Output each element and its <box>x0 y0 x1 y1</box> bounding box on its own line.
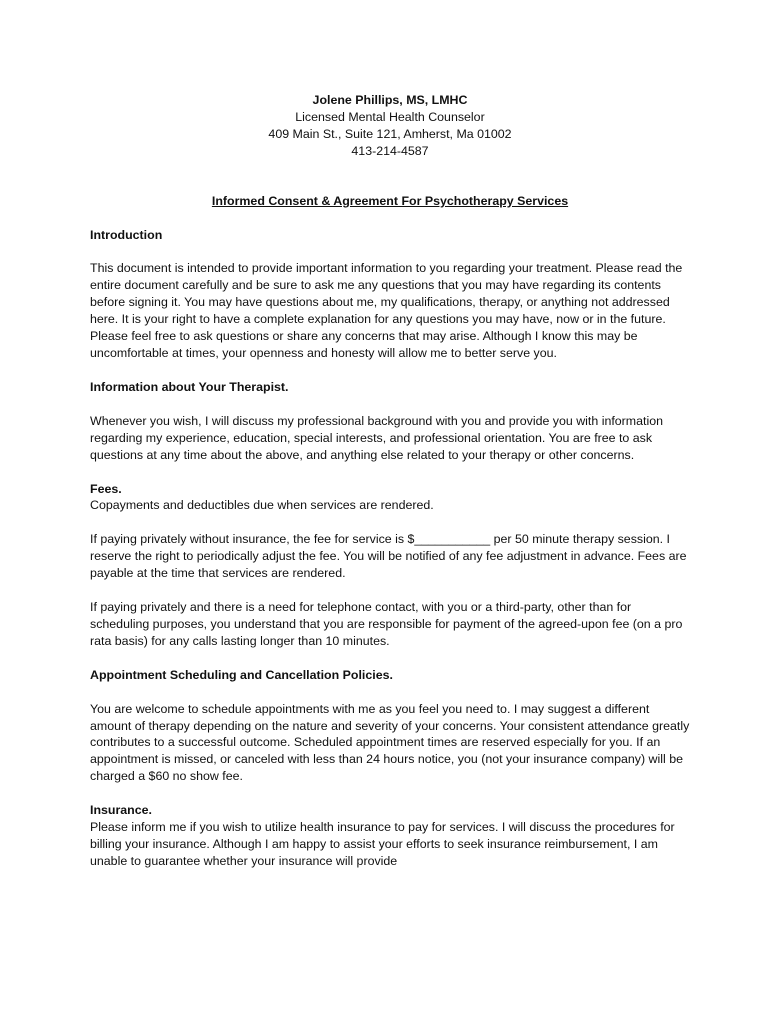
fees-telephone-paragraph: If paying privately and there is a need for telephone contact, with you or a third-party, other than for scheduling purposes, you understand that you are responsible for payment of the agreed-upon fee (on a pro rata basis) for any calls lasting longer than 10 minutes. <box>90 600 683 648</box>
fees-heading: Fees. <box>90 481 122 496</box>
letterhead <box>90 92 690 160</box>
therapist-body: Whenever you wish, I will discuss my professional background with you and provide you with information regarding my experience, education, special interests, and professional orientation. You are free to ask questions at any time about the above, and anything else related to your therapy or other concerns. <box>90 413 663 462</box>
insurance-heading: Insurance. <box>90 803 152 818</box>
introduction-heading: Introduction <box>90 227 163 242</box>
therapist-credential: Licensed Mental Health Counselor <box>295 109 485 124</box>
office-address: 409 Main St., Suite 121, Amherst, Ma 01002 <box>268 126 512 141</box>
appointments-body: You are welcome to schedule appointments with me as you feel you need to. I may suggest a different amount of therapy depending on the nature and severity of your concerns. Your consistent attendance greatly contributes to a successful outcome. Scheduled appointment times are reserved especially for you. If an appointment is missed, or canceled with less than 24 hours notice, you (not your insurance company) will be charged a $60 no show fee. <box>90 701 690 784</box>
introduction-body: This document is intended to provide important information to you regarding your treatment. Please read the entire document carefully and be sure to ask me any questions that you may have regarding its contents before signing it. You may have questions about me, my qualifications, therapy, or anything not addressed here. It is your right to have a complete explanation for any questions you may have, now or in the future. Please feel free to ask questions or share any concerns that may arise. Although I know this may be uncomfortable at times, your openness and honesty will allow me to better serve you. <box>90 261 683 360</box>
document-title: Informed Consent & Agreement For Psychotherapy Services <box>211 193 569 208</box>
document-page <box>90 92 690 870</box>
therapist-name: Jolene Phillips, MS, LMHC <box>312 93 468 107</box>
fees-private-pay-paragraph: If paying privately without insurance, the fee for service is $___________ per 50 minute therapy session. I reserve the right to periodically adjust the fee. You will be notified of any fee adjustment in advance. Fees are payable at the time that services are rendered. <box>90 532 687 581</box>
therapist-heading: Information about Your Therapist. <box>90 379 289 394</box>
insurance-body: Please inform me if you wish to utilize health insurance to pay for services. I will discuss the procedures for billing your insurance. Although I am happy to assist your efforts to seek insurance reimbursement, I am unable to guarantee whether your insurance will provide <box>90 820 675 868</box>
fees-copay-line: Copayments and deductibles due when services are rendered. <box>90 498 434 513</box>
office-phone: 413-214-4587 <box>351 143 429 158</box>
appointments-heading: Appointment Scheduling and Cancellation Policies. <box>90 667 393 682</box>
